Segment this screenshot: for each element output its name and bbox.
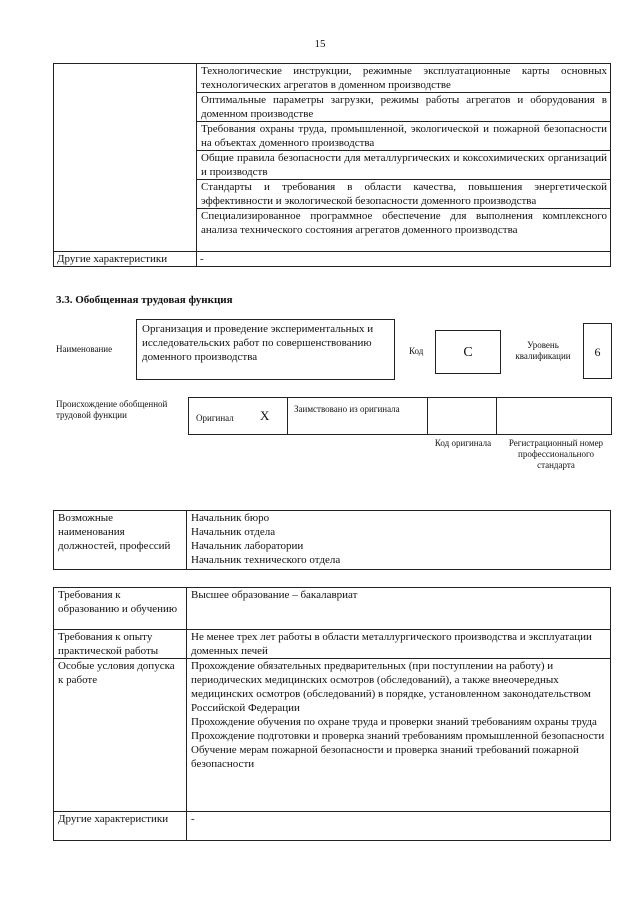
- knowledge-row: Специализированное программное обеспечение для выполнения комплексного анализа технического состояния агрегатов доменного производства: [197, 209, 611, 252]
- positions-table: [53, 510, 611, 570]
- original-label: Оригинал: [196, 413, 234, 423]
- other-characteristics-value: -: [197, 252, 611, 267]
- positions-label: Возможные наименования должностей, профессий: [54, 511, 187, 570]
- borrowed-label: Заимствовано из оригинала: [294, 404, 400, 414]
- original-mark: X: [260, 408, 270, 423]
- knowledge-row: Технологические инструкции, режимные эксплуатационные карты основных технологических агрегатов в доменном производстве: [197, 64, 611, 93]
- position-item: Начальник отдела: [191, 526, 276, 538]
- special-conditions-label: Особые условия допуска к работе: [54, 659, 187, 812]
- requirements-table: [53, 587, 611, 841]
- empty-label-cell: [54, 64, 197, 252]
- position-item: Начальник бюро: [191, 512, 270, 524]
- knowledge-row: Оптимальные параметры загрузки, режимы работы агрегатов и оборудования в доменном производстве: [197, 93, 611, 122]
- education-value: Высшее образование – бакалавриат: [187, 588, 611, 630]
- code-label: Код: [409, 346, 424, 356]
- position-item: Начальник лаборатории: [191, 540, 304, 552]
- other-value: -: [187, 812, 611, 841]
- reg-number-caption: Регистрационный номер профессионального стандарта: [508, 438, 604, 470]
- special-condition-item: Прохождение подготовки и проверка знаний требованиям промышленной безопасности: [191, 730, 605, 742]
- origin-row: [188, 397, 612, 435]
- origin-regnum-cell: [496, 397, 612, 435]
- section-title: 3.3. Обобщенная трудовая функция: [56, 294, 233, 306]
- knowledge-row: Стандарты и требования в области качества, повышения энергетической эффективности и экологической безопасности доменного производства: [197, 180, 611, 209]
- experience-value: Не менее трех лет работы в области металлургического производства и эксплуатации доменных печей: [187, 630, 611, 659]
- function-name-box: Организация и проведение экспериментальных и исследовательских работ по совершенствованию доменного производства: [136, 319, 395, 380]
- knowledge-row: Требования охраны труда, промышленной, экологической и пожарной безопасности на объектах доменного производства: [197, 122, 611, 151]
- knowledge-table: [53, 63, 611, 267]
- special-conditions-list: [187, 659, 611, 812]
- other-label: Другие характеристики: [54, 812, 187, 841]
- code-original-caption: Код оригинала: [434, 438, 492, 448]
- origin-borrowed-cell: [287, 397, 428, 435]
- code-box: C: [435, 330, 501, 374]
- page-number: 15: [314, 38, 326, 50]
- position-item: Начальник технического отдела: [191, 554, 341, 566]
- qualification-level-label: Уровень квалификации: [515, 340, 571, 361]
- knowledge-row: Общие правила безопасности для металлургических и коксохимических организаций и производств: [197, 151, 611, 180]
- special-condition-item: Прохождение обязательных предварительных (при поступлении на работу) и периодических медицинских осмотров (обследований), а также внеочередных медицинских осмотров (обследований) в порядке, установленном законодательством Российской Федерации: [191, 660, 591, 714]
- name-label: Наименование: [56, 344, 113, 354]
- other-characteristics-label: Другие характеристики: [54, 252, 197, 267]
- qualification-level-box: 6: [583, 323, 612, 379]
- special-condition-item: Прохождение обучения по охране труда и проверки знаний требованиям охраны труда: [191, 716, 597, 728]
- origin-code-cell: [427, 397, 497, 435]
- experience-label: Требования к опыту практической работы: [54, 630, 187, 659]
- education-label: Требования к образованию и обучению: [54, 588, 187, 630]
- origin-label: Происхождение обобщенной трудовой функции: [56, 399, 168, 420]
- special-condition-item: Обучение мерам пожарной безопасности и проверка знаний требований пожарной безопасности: [191, 744, 579, 770]
- positions-list: [187, 511, 611, 570]
